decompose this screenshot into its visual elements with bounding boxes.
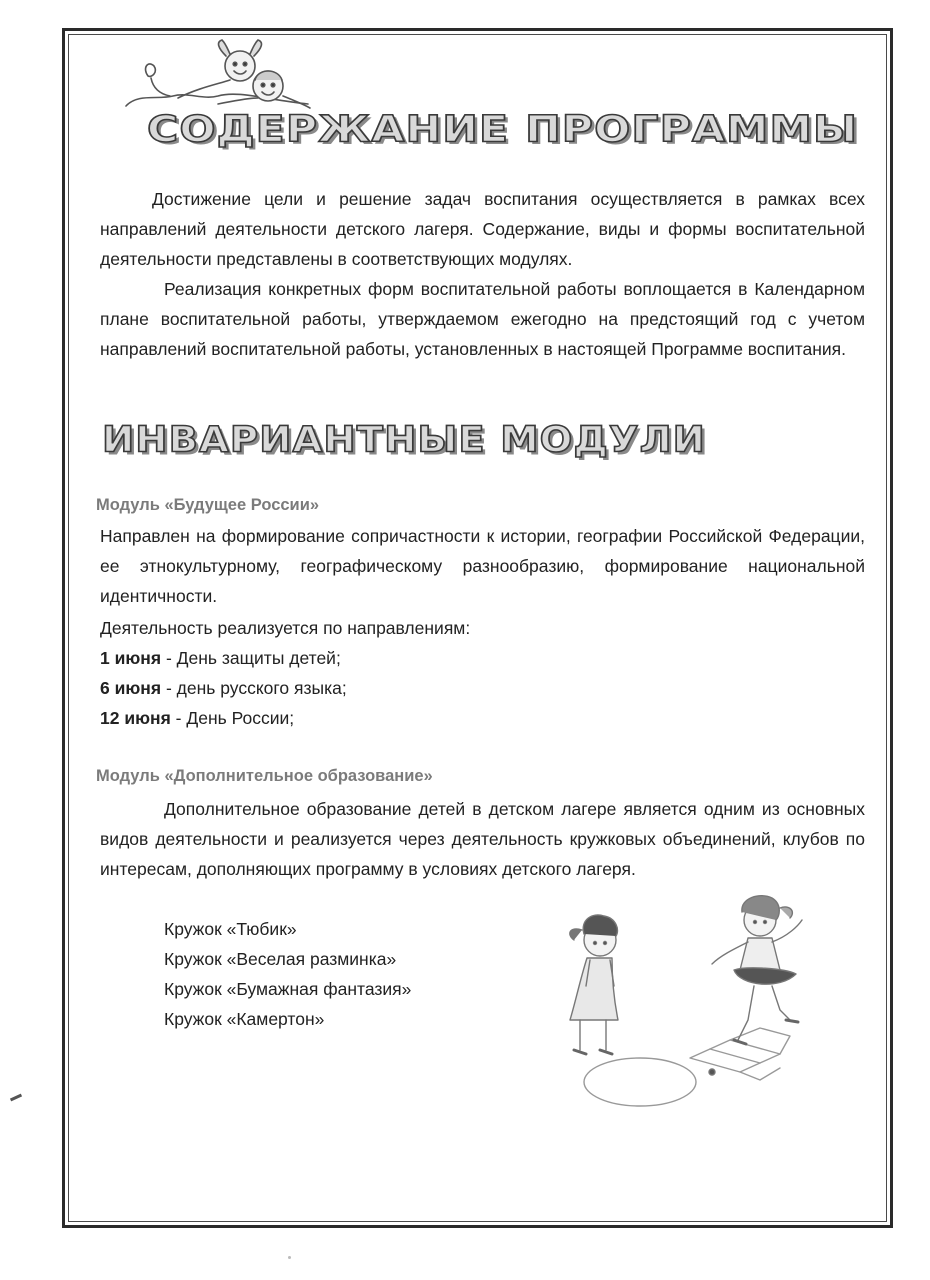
date-line (100, 643, 341, 673)
section-heading-invariant-modules: ИНВАРИАНТНЫЕ МОДУЛИ (102, 420, 706, 461)
list-item: Кружок «Камертон» (164, 1009, 325, 1029)
list-item: Кружок «Тюбик» (164, 919, 297, 939)
date-label: 12 июня (100, 708, 171, 728)
date-line (100, 673, 347, 703)
intro-paragraph-1: Достижение цели и решение задач воспитания осуществляется в рамках всех направлений деятельности детского лагеря. Содержание, виды и формы воспитательной деятельности представлены в соответствующих модулях. (100, 189, 865, 269)
module-additional-education-description: Дополнительное образование детей в детском лагере является одним из основных видов деятельности и реализуется через деятельность кружковых объединений, клубов по интересам, дополняющих программу в условиях детского лагеря. (100, 799, 865, 879)
module-title-future-russia: Модуль «Будущее России» (96, 496, 320, 514)
hopscotch-children-icon (540, 890, 840, 1120)
date-label: 1 июня (100, 648, 162, 668)
scan-dot (288, 1256, 291, 1259)
module-title-additional-education: Модуль «Дополнительное образование» (96, 767, 433, 785)
module-future-russia-description: Направлен на формирование сопричастности к истории, географии Российской Федерации, ее этнокультурному, географическому разнообразию, формирование национальной идентичности. (100, 526, 865, 606)
intro-paragraph-2: Реализация конкретных форм воспитательной работы воплощается в Календарном плане воспитательной работы, утверждаемом ежегодно на предстоящий год с учетом направлений воспитательной работы, установленных в настоящей Программе воспитания. (100, 279, 865, 359)
section-heading-program-content: СОДЕРЖАНИЕ ПРОГРАММЫ (147, 108, 859, 150)
children-faces-icon (118, 38, 318, 118)
list-item: Кружок «Бумажная фантазия» (164, 979, 412, 999)
date-label: 6 июня (100, 678, 162, 698)
list-item: Кружок «Веселая разминка» (164, 949, 397, 969)
club-list (164, 914, 411, 1034)
date-text: - день русского языка; (161, 678, 347, 698)
date-text: - День защиты детей; (161, 648, 341, 668)
date-line (100, 703, 294, 733)
scan-mark (10, 1094, 22, 1102)
date-text: - День России; (170, 708, 295, 728)
module-future-russia-directions: Деятельность реализуется по направлениям: (100, 618, 471, 638)
